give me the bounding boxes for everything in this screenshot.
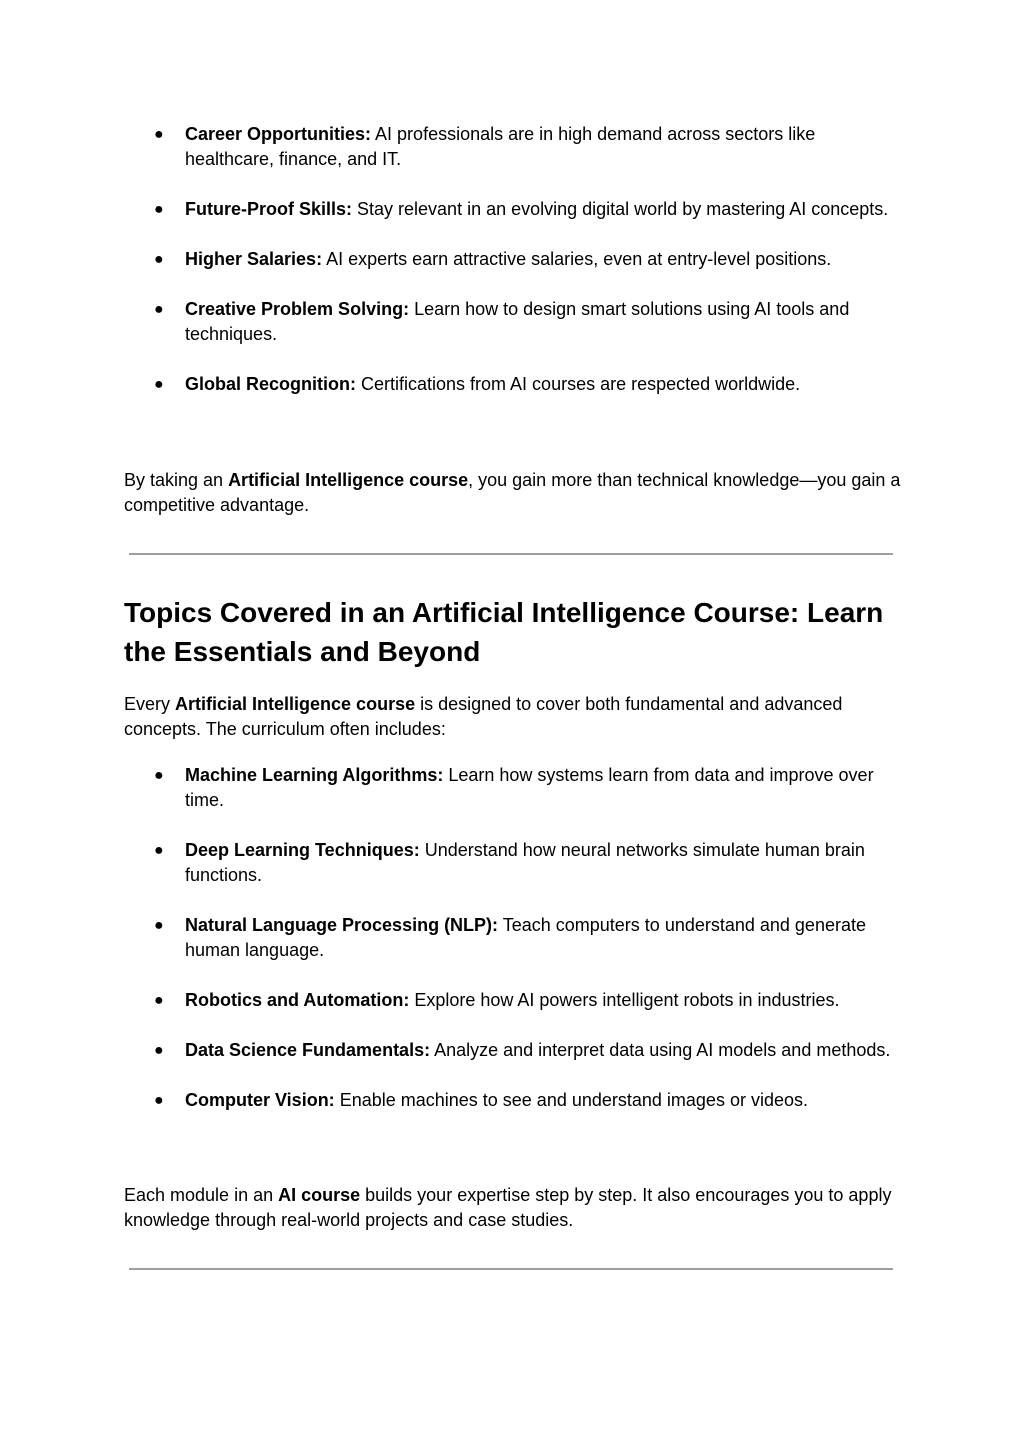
item-text: Learn how to design smart solutions using AI tools and techniques. [185, 299, 850, 344]
text-run: By taking an [124, 470, 229, 490]
list-item [124, 1088, 904, 1113]
item-text: Enable machines to see and understand images or videos. [334, 1090, 808, 1110]
benefits-conclusion [124, 468, 904, 518]
horizontal-divider [129, 1268, 893, 1270]
text-run: Every [124, 694, 176, 714]
list-item [124, 838, 904, 888]
list-item [124, 988, 904, 1013]
item-text: Teach computers to understand and generate human language. [185, 915, 866, 960]
text-run: builds your expertise step by step. It also encourages you to apply knowledge through real-world projects and case studies. [124, 1185, 892, 1230]
item-term: Future-Proof Skills: [185, 199, 353, 219]
list-item [124, 197, 904, 222]
bullet-icon: ● [154, 917, 164, 934]
topics-intro [124, 692, 904, 742]
bold-text-run: Artificial Intelligence course [228, 470, 469, 490]
item-text: Understand how neural networks simulate human brain functions. [185, 840, 865, 885]
text-run: , you gain more than technical knowledge—you gain a competitive advantage. [124, 470, 901, 515]
horizontal-divider [129, 553, 893, 555]
bullet-icon: ● [154, 201, 164, 218]
item-term: Creative Problem Solving: [185, 299, 410, 319]
item-text: Stay relevant in an evolving digital world by mastering AI concepts. [352, 199, 889, 219]
bullet-icon: ● [154, 126, 164, 143]
section-heading: Topics Covered in an Artificial Intelligence Course: Learn the Essentials and Beyond [124, 597, 884, 667]
topics-conclusion [124, 1183, 904, 1233]
item-term: Data Science Fundamentals: [185, 1040, 431, 1060]
bullet-icon: ● [154, 376, 164, 393]
text-run: Each module in an [124, 1185, 279, 1205]
text-run: is designed to cover both fundamental and advanced concepts. The curriculum often includes: [124, 694, 843, 739]
list-item [124, 763, 904, 813]
item-text: AI experts earn attractive salaries, even at entry-level positions. [322, 249, 832, 269]
item-term: Higher Salaries: [185, 249, 323, 269]
item-text: Learn how systems learn from data and improve over time. [185, 765, 874, 810]
bullet-icon: ● [154, 767, 164, 784]
list-item [124, 372, 904, 397]
bullet-icon: ● [154, 1042, 164, 1059]
bold-text-run: AI course [278, 1185, 361, 1205]
item-text: AI professionals are in high demand across sectors like healthcare, finance, and IT. [185, 124, 816, 169]
list-item [124, 913, 904, 963]
list-item [124, 1038, 904, 1063]
item-term: Deep Learning Techniques: [185, 840, 420, 860]
item-term: Machine Learning Algorithms: [185, 765, 444, 785]
item-term: Computer Vision: [185, 1090, 335, 1110]
bullet-icon: ● [154, 251, 164, 268]
bullet-icon: ● [154, 992, 164, 1009]
item-term: Career Opportunities: [185, 124, 372, 144]
item-term: Robotics and Automation: [185, 990, 410, 1010]
list-item [124, 247, 904, 272]
bullet-icon: ● [154, 301, 164, 318]
topics-list [124, 763, 904, 1113]
item-term: Natural Language Processing (NLP): [185, 915, 499, 935]
bullet-icon: ● [154, 842, 164, 859]
list-item [124, 297, 904, 347]
item-text: Analyze and interpret data using AI models and methods. [430, 1040, 891, 1060]
item-term: Global Recognition: [185, 374, 356, 394]
benefits-list [124, 122, 904, 397]
list-item [124, 122, 904, 172]
bold-text-run: Artificial Intelligence course [175, 694, 416, 714]
item-text: Certifications from AI courses are respected worldwide. [356, 374, 801, 394]
item-text: Explore how AI powers intelligent robots in industries. [409, 990, 840, 1010]
bullet-icon: ● [154, 1092, 164, 1109]
